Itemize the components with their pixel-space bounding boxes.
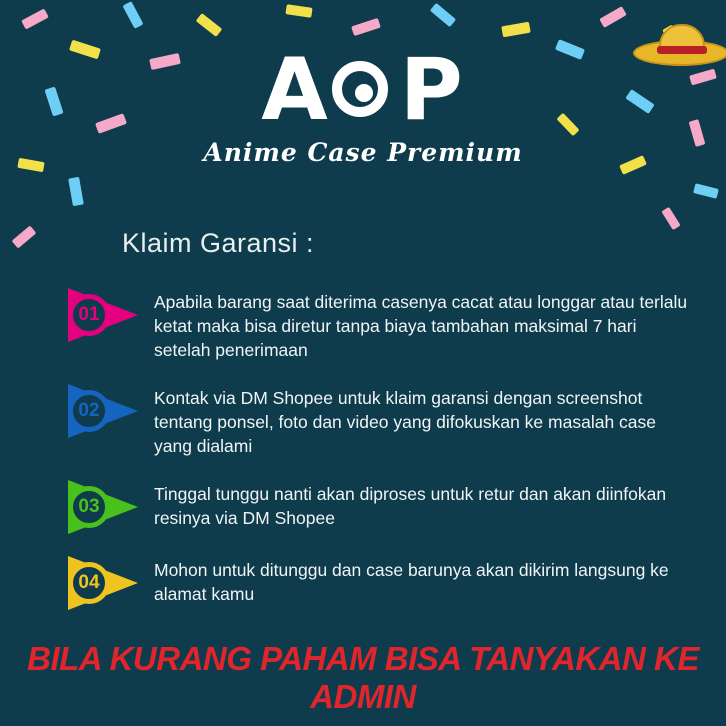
logo-letter-p: P xyxy=(399,40,465,140)
step-number-3: 03 xyxy=(78,496,100,517)
confetti-piece xyxy=(661,207,680,230)
step-badge-4 xyxy=(68,556,142,610)
confetti-piece xyxy=(122,1,143,29)
list-item xyxy=(68,556,688,610)
step-text-4: Mohon untuk ditunggu dan case barunya akan dikirim langsung ke alamat kamu xyxy=(154,560,669,604)
confetti-piece xyxy=(501,22,530,38)
step-badge-2 xyxy=(68,384,142,438)
confetti-piece xyxy=(430,3,456,27)
straw-hat-icon xyxy=(633,14,726,66)
list-item xyxy=(68,384,688,458)
step-number-4: 04 xyxy=(78,572,100,593)
confetti-piece xyxy=(693,183,719,199)
page-title: Klaim Garansi : xyxy=(122,228,315,258)
list-item xyxy=(68,288,688,362)
hat-brim xyxy=(633,40,726,66)
hat-crown xyxy=(659,24,705,54)
footer-callout: BILA KURANG PAHAM BISA TANYAKAN KE ADMIN xyxy=(27,640,699,715)
step-text-1: Apabila barang saat diterima casenya cacat atau longgar atau terlalu ketat maka bisa diretur tanpa biaya tambahan maksimal 7 hari setelah penerimaan xyxy=(154,292,688,360)
brand-tagline: Anime Case Premium xyxy=(203,138,523,167)
brand-logo xyxy=(0,40,726,167)
step-number-1: 01 xyxy=(78,304,100,325)
confetti-piece xyxy=(21,8,49,29)
confetti-piece xyxy=(196,13,223,37)
confetti-piece xyxy=(599,6,627,28)
step-number-2: 02 xyxy=(78,400,100,421)
confetti-piece xyxy=(351,18,381,36)
step-text-2: Kontak via DM Shopee untuk klaim garansi dengan screenshot tentang ponsel, foto dan video yang difokuskan ke masalah case yang dialami xyxy=(154,388,657,456)
confetti-piece xyxy=(285,4,312,18)
confetti-piece xyxy=(12,225,37,248)
step-text-3: Tinggal tunggu nanti akan diproses untuk retur dan akan diinfokan resinya via DM Shopee xyxy=(154,484,667,528)
hat-band xyxy=(657,46,707,54)
confetti-piece xyxy=(68,177,84,206)
logo-letter-a: A xyxy=(261,40,330,140)
list-item xyxy=(68,480,688,534)
logo-circle-icon xyxy=(332,61,398,127)
step-badge-3 xyxy=(68,480,142,534)
steps-list xyxy=(68,288,688,632)
step-badge-1 xyxy=(68,288,142,342)
logo-lettermark xyxy=(261,40,465,140)
